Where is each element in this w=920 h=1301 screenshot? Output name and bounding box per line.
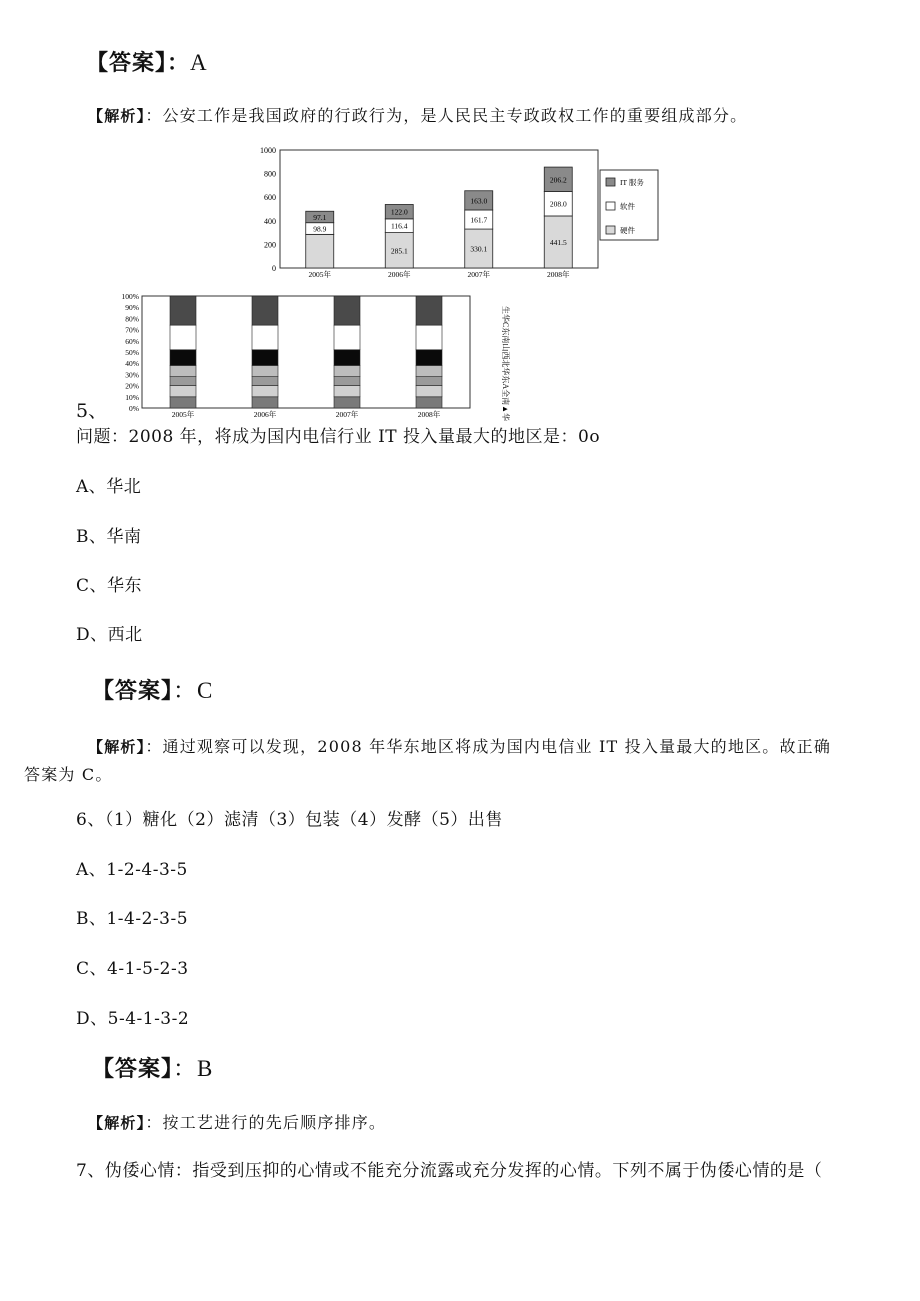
y-tick-label: 200 xyxy=(264,240,276,250)
explanation-text-2a: ：通过观察可以发现，2008 年华东地区将成为国内电信业 IT 投入量最大的地区。故正确 xyxy=(145,737,832,756)
y-tick-label-2: 40% xyxy=(125,359,139,369)
y-tick-label-2: 50% xyxy=(125,348,139,357)
explanation xyxy=(88,105,747,127)
bar-segment-2 xyxy=(416,386,442,397)
answer-value-2: ：C xyxy=(173,678,214,703)
y-tick-label-2: 90% xyxy=(125,303,139,313)
answer-label: 【答案】：A xyxy=(86,50,208,76)
legend-swatch xyxy=(606,202,615,210)
x-tick-label-2: 2007年 xyxy=(335,410,359,419)
data-label: 97.1 xyxy=(313,212,327,222)
data-label: 330.1 xyxy=(470,244,488,254)
option-c: C、华东 xyxy=(76,576,143,596)
explanation-label-3: 【解析】 xyxy=(88,1114,146,1132)
explanation-text-2b: 答案为 C。 xyxy=(24,765,113,784)
x-tick-label: 2008年 xyxy=(547,270,570,279)
option-6d: D、5-4-1-3-2 xyxy=(76,1009,190,1029)
explanation-text-3: ：按工艺进行的先后顺序排序。 xyxy=(145,1113,387,1132)
bar-segment-2 xyxy=(252,365,278,376)
answer-value-3: ：B xyxy=(173,1056,214,1081)
bar-segment-2 xyxy=(170,296,196,325)
bar-segment-2 xyxy=(416,350,442,366)
y-tick-label: 800 xyxy=(264,169,276,179)
question-text-6: 6、（1）糖化（2）滤清（3）包装（4）发酵（5）出售 xyxy=(76,810,503,830)
bar-segment-2 xyxy=(334,296,360,325)
bar-segment-2 xyxy=(416,296,442,325)
x-tick-label: 2006年 xyxy=(388,270,411,279)
x-tick-label: 2005年 xyxy=(308,270,331,279)
bar-segment-2 xyxy=(334,325,360,350)
legend-label: IT 服务 xyxy=(620,178,644,187)
data-label: 206.2 xyxy=(549,175,567,185)
answer-value: A xyxy=(190,50,208,75)
bar-segment-2 xyxy=(252,377,278,386)
y-tick-label-2: 30% xyxy=(125,370,139,380)
bar-segment-2 xyxy=(334,397,360,408)
data-label: 122.0 xyxy=(390,207,408,217)
x-tick-label-2: 2005年 xyxy=(171,410,195,419)
bar-segment-2 xyxy=(170,397,196,408)
bar-segment xyxy=(306,234,334,268)
question-number: 5、 xyxy=(76,400,108,422)
explanation-2 xyxy=(88,736,831,758)
y-tick-label: 400 xyxy=(264,216,276,226)
bar-segment-2 xyxy=(416,397,442,408)
question-text: 问题：2008 年，将成为国内电信行业 IT 投入量最大的地区是：0o xyxy=(76,427,601,447)
legend-label: 软件 xyxy=(620,202,635,211)
data-label: 285.1 xyxy=(390,246,408,256)
legend-swatch xyxy=(606,226,615,234)
bar-segment-2 xyxy=(416,377,442,386)
x-tick-label-2: 2006年 xyxy=(253,410,277,419)
bar-segment-2 xyxy=(334,377,360,386)
legend-2-text: 生华C东南山西北华东A全南▲华 xyxy=(501,306,510,422)
y-tick-label-2: 20% xyxy=(125,381,139,391)
option-b: B、华南 xyxy=(76,527,142,547)
option-6b: B、1-4-2-3-5 xyxy=(76,909,189,929)
legend-swatch xyxy=(606,178,615,186)
bar-segment-2 xyxy=(252,386,278,397)
y-tick-label-2: 60% xyxy=(125,336,139,346)
bar-segment-2 xyxy=(252,397,278,408)
bar-segment-2 xyxy=(170,377,196,386)
x-tick-label: 2007年 xyxy=(467,270,490,279)
option-6c: C、4-1-5-2-3 xyxy=(76,959,189,979)
legend-label: 硬件 xyxy=(620,226,635,235)
bar-segment-2 xyxy=(334,350,360,366)
y-tick-label-2: 0% xyxy=(129,404,139,413)
y-tick-label: 600 xyxy=(264,193,276,203)
legend xyxy=(600,170,658,240)
y-tick-label: 1000 xyxy=(260,146,276,155)
option-6a: A、1-2-4-3-5 xyxy=(76,860,188,880)
bar-segment-2 xyxy=(252,350,278,366)
option-a: A、华北 xyxy=(76,477,142,497)
explanation-3 xyxy=(88,1112,386,1134)
answer-label-2: 【答案】：C xyxy=(92,678,214,704)
data-label: 163.0 xyxy=(470,196,488,206)
explanation-text: ：公安工作是我国政府的行政行为，是人民民主专政政权工作的重要组成部分。 xyxy=(145,106,748,125)
explanation-label-2: 【解析】 xyxy=(88,738,146,756)
question-text-7: 7、伪倭心情：指受到压抑的心情或不能充分流露或充分发挥的心情。下列不属于伪倭心情的是（ xyxy=(76,1161,823,1181)
bar-segment-2 xyxy=(334,386,360,397)
bar-segment-2 xyxy=(416,325,442,350)
y-tick-label-2: 100% xyxy=(121,292,139,301)
data-label: 116.4 xyxy=(390,221,408,231)
y-tick-label: 0 xyxy=(272,264,276,273)
y-tick-label-2: 70% xyxy=(125,325,139,335)
bar-segment-2 xyxy=(252,296,278,325)
bar-segment-2 xyxy=(170,350,196,366)
data-label: 98.9 xyxy=(313,224,327,234)
y-tick-label-2: 10% xyxy=(125,392,139,402)
bar-segment-2 xyxy=(170,325,196,350)
y-tick-label-2: 80% xyxy=(125,314,139,324)
x-tick-label-2: 2008年 xyxy=(417,410,441,419)
bar-segment-2 xyxy=(170,386,196,397)
bar-segment-2 xyxy=(252,325,278,350)
bar-segment-2 xyxy=(170,365,196,376)
percent-stacked-bar-chart xyxy=(108,292,528,422)
option-d: D、西北 xyxy=(76,625,143,645)
data-label: 441.5 xyxy=(549,237,567,247)
explanation-label: 【解析】 xyxy=(88,107,146,125)
data-label: 161.7 xyxy=(470,215,488,225)
answer-label-3: 【答案】：B xyxy=(92,1056,214,1082)
data-label: 208.0 xyxy=(549,199,567,209)
bar-segment-2 xyxy=(334,365,360,376)
bar-segment-2 xyxy=(416,365,442,376)
stacked-bar-chart xyxy=(248,145,660,280)
